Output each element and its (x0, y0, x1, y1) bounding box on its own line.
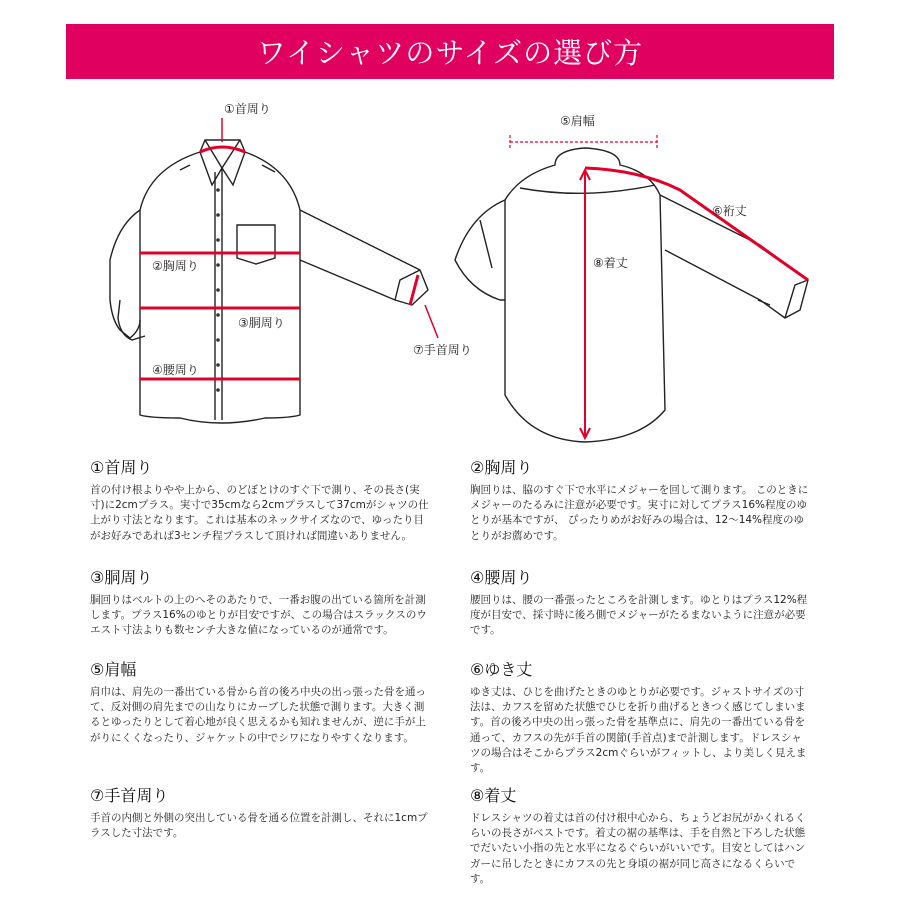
label-chest: ②胸周り (152, 259, 199, 273)
label-neck: ①首周り (224, 102, 271, 116)
page-title: ワイシャツのサイズの選び方 (256, 36, 644, 70)
section-heading: ①首周り (90, 458, 153, 477)
section-heading: ⑧着丈 (470, 786, 517, 805)
front-shirt-illustration (110, 140, 428, 423)
section-heading: ⑥ゆき丈 (470, 660, 533, 679)
section-wrist (90, 783, 430, 841)
section-waist (90, 565, 430, 639)
back-shirt-illustration (455, 148, 808, 442)
section-body: 胴回りはベルトの上のへそのあたりで、一番お腹の出ている箇所を計測します。プラス16%のゆとりが目安ですが、この場合はスラックスのウエスト寸法よりも数センチ大きな値になっているのが通常です。 (90, 594, 427, 637)
title-banner (66, 24, 834, 79)
section-heading: ⑤肩幅 (90, 660, 137, 679)
section-neck (90, 455, 430, 544)
section-sleeve (470, 657, 810, 776)
section-heading: ④腰周り (470, 568, 533, 587)
section-body: 胸回りは、脇のすぐ下で水平にメジャーを回して測ります。 このときにメジャーのたるみに注意が必要です。実寸に対してプラス16%程度のゆとりが基本ですが、 ぴったりめがお好みの場合は、12〜14%程度のゆとりがお薦めです。 (470, 484, 809, 542)
label-hip: ④腰周り (152, 363, 199, 377)
section-body: 手首の内側と外側の突出している骨を通る位置を計測し、それに1cmプラスした寸法です。 (90, 812, 428, 840)
section-body: 肩巾は、肩先の一番出ている骨から首の後ろ中央の出っ張った骨を通って、反対側の肩先までの山なりにカーブした状態で測ります。大きく測るとゆったりとして着心地が良く思えるかも知れませんが、逆に手が上がりにくくなったり、ジャケットの中でシワになりやすくなります。 (90, 686, 426, 744)
section-chest (470, 455, 810, 544)
section-body: ゆき丈は、ひじを曲げたときのゆとりが必要です。ジャストサイズの寸法は、カフスを留めた状態でひじを折り曲げるときつく感じてしまいます。首の後ろ中央の出っ張った骨を基準点に、肩先の一番出ている骨を通って、カフスの先が手首の関節(手首点)まで計測します。ドレスシャツの場合はそこからプラス2cmぐらいがフィットし、より美しく見えます。 (470, 686, 807, 775)
section-heading: ⑦手首周り (90, 786, 169, 805)
section-shoulder (90, 657, 430, 746)
section-heading: ③胴周り (90, 568, 153, 587)
section-heading: ②胸周り (470, 458, 533, 477)
label-shoulder: ⑤肩幅 (560, 114, 595, 128)
label-length: ⑧着丈 (593, 256, 628, 270)
shirt-measurement-diagram (0, 90, 900, 450)
section-body: 腰回りは、腰の一番張ったところを計測します。ゆとりはプラス12%程度が目安で、採寸時に後ろ側でメジャーがたるまないように注意が必要です。 (470, 594, 808, 637)
label-waist: ③胴周り (238, 316, 285, 330)
section-body: 首の付け根よりやや上から、のどぼとけのすぐ下で測り、その長さ(実寸)に2cmプラス。実寸で35cmなら2cmプラスして37cmがシャツの仕上がり寸法となります。これは基本のネックサイズなので、ゆったり目がお好みであれば3センチ程プラスして頂ければ間違いありません。 (90, 484, 429, 542)
label-wrist: ⑦手首周り (413, 343, 472, 357)
label-sleeve: ⑥裄丈 (712, 204, 747, 218)
section-hip (470, 565, 810, 639)
section-length (470, 783, 810, 887)
wrist-pointer (425, 305, 438, 338)
section-body: ドレスシャツの着丈は首の付け根中心から、ちょうどお尻がかくれるくらいの長さがベストです。着丈の裾の基準は、手を自然と下ろした状態でだいたい小指の先と水平になるぐらいがいいです。目安としてはハンガーに吊したときにカフスの先と身頃の裾が同じ高さになるくらいです。 (470, 812, 806, 885)
